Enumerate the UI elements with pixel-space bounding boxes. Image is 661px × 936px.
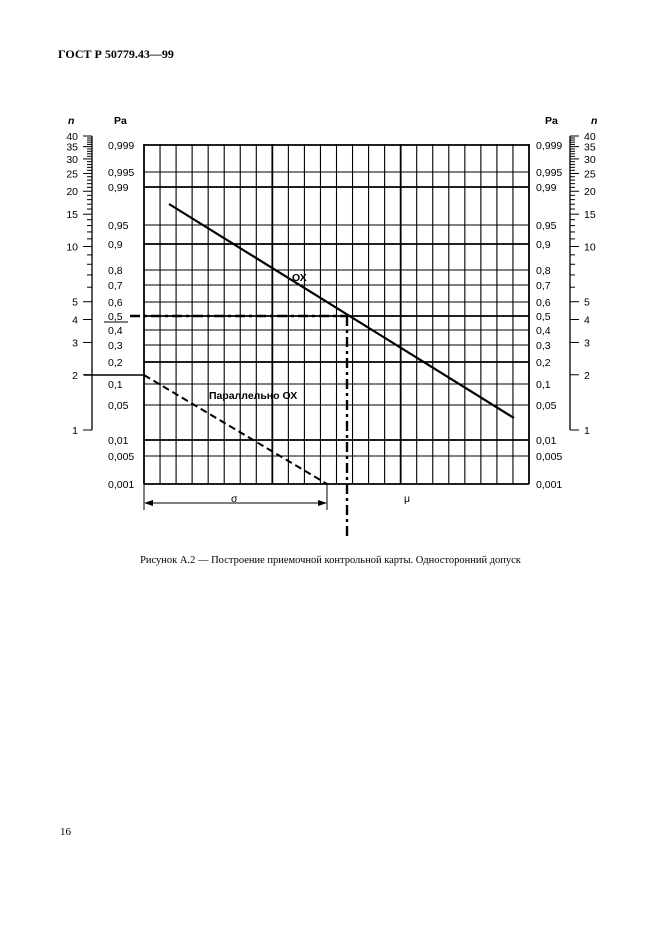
right-pa-tick-label: 0,999	[536, 140, 563, 152]
right-pa-axis-label: Pa	[545, 115, 558, 127]
right-pa-tick-label: 0,7	[536, 280, 551, 292]
document-header: ГОСТ Р 50779.43—99	[58, 47, 174, 61]
oc-curve-label: ОХ	[292, 272, 307, 284]
right-pa-tick-label: 0,4	[536, 325, 551, 337]
left-pa-axis-label: Pa	[114, 115, 127, 127]
n-tick-label: 10	[66, 241, 78, 254]
right-pa-tick-label: 0,005	[536, 451, 563, 463]
left-pa-tick-label: 0,8	[108, 265, 123, 277]
right-pa-tick-label: 0,001	[536, 479, 563, 491]
n-tick-label: 4	[72, 314, 78, 327]
left-pa-tick-label: 0,6	[108, 297, 123, 309]
left-pa-tick-label: 0,995	[108, 167, 135, 179]
mu-label: μ	[404, 493, 411, 505]
n-tick-label: 30	[584, 153, 596, 166]
n-tick-label: 2	[584, 369, 590, 382]
left-pa-tick-label: 0,3	[108, 340, 123, 352]
n-tick-label: 15	[66, 209, 78, 222]
right-pa-tick-label: 0,1	[536, 379, 551, 391]
n-tick-label: 5	[72, 296, 78, 309]
right-pa-tick-label: 0,6	[536, 297, 551, 309]
n-tick-label: 20	[66, 186, 78, 199]
n-tick-label: 10	[584, 241, 596, 254]
n-tick-label: 25	[66, 168, 78, 181]
n-tick-label: 35	[584, 141, 596, 154]
left-pa-tick-label: 0,7	[108, 280, 123, 292]
sigma-arrow-right	[318, 500, 327, 506]
figure-caption: Рисунок А.2 — Построение приемочной контрольной карты. Односторонний допуск	[140, 555, 521, 566]
left-pa-tick-label: 0,99	[108, 182, 129, 194]
left-pa-tick-label: 0,001	[108, 479, 135, 491]
left-pa-tick-label: 0,1	[108, 379, 123, 391]
right-pa-tick-label: 0,5	[536, 311, 551, 323]
left-pa-tick-label: 0,4	[108, 325, 123, 337]
page-number: 16	[60, 826, 71, 838]
chart-grid	[144, 144, 529, 484]
left-pa-tick-label: 0,01	[108, 435, 129, 447]
n-tick-label: 1	[584, 425, 590, 437]
n-tick-label: 40	[66, 131, 78, 143]
left-pa-tick-label: 0,2	[108, 357, 123, 369]
right-pa-tick-label: 0,995	[536, 167, 563, 179]
n-tick-label: 15	[584, 209, 596, 222]
right-n-axis-label: n	[591, 115, 598, 127]
left-pa-tick-label: 0,95	[108, 220, 129, 232]
left-pa-tick-label: 0,999	[108, 140, 135, 152]
n-tick-label: 3	[72, 337, 78, 350]
right-pa-tick-label: 0,8	[536, 265, 551, 277]
right-pa-tick-label: 0,95	[536, 220, 557, 232]
n-tick-label: 1	[72, 425, 78, 437]
left-pa-tick-label: 0,005	[108, 451, 135, 463]
n-tick-label: 20	[584, 186, 596, 199]
right-pa-tick-label: 0,99	[536, 182, 557, 194]
n-tick-label: 40	[584, 131, 596, 143]
sigma-label: σ	[231, 493, 238, 505]
parallel-line-label: Параллельно ОХ	[209, 390, 298, 402]
oc-curve-line	[169, 204, 514, 418]
chart-scales	[66, 131, 596, 491]
sigma-arrow-left	[144, 500, 153, 506]
n-tick-label: 35	[66, 141, 78, 154]
n-tick-label: 2	[72, 369, 78, 382]
right-pa-tick-label: 0,05	[536, 400, 557, 412]
right-pa-tick-label: 0,3	[536, 340, 551, 352]
left-pa-tick-label: 0,5	[108, 311, 123, 323]
left-n-axis-label: n	[68, 115, 75, 127]
n-tick-label: 4	[584, 314, 590, 327]
right-pa-tick-label: 0,9	[536, 239, 551, 251]
right-pa-tick-label: 0,01	[536, 435, 557, 447]
chart-curves	[84, 204, 514, 536]
left-pa-tick-label: 0,05	[108, 400, 129, 412]
n-tick-label: 30	[66, 153, 78, 166]
left-pa-tick-label: 0,9	[108, 239, 123, 251]
n-tick-label: 5	[584, 296, 590, 309]
n-tick-label: 3	[584, 337, 590, 350]
right-pa-tick-label: 0,2	[536, 357, 551, 369]
n-tick-label: 25	[584, 168, 596, 181]
